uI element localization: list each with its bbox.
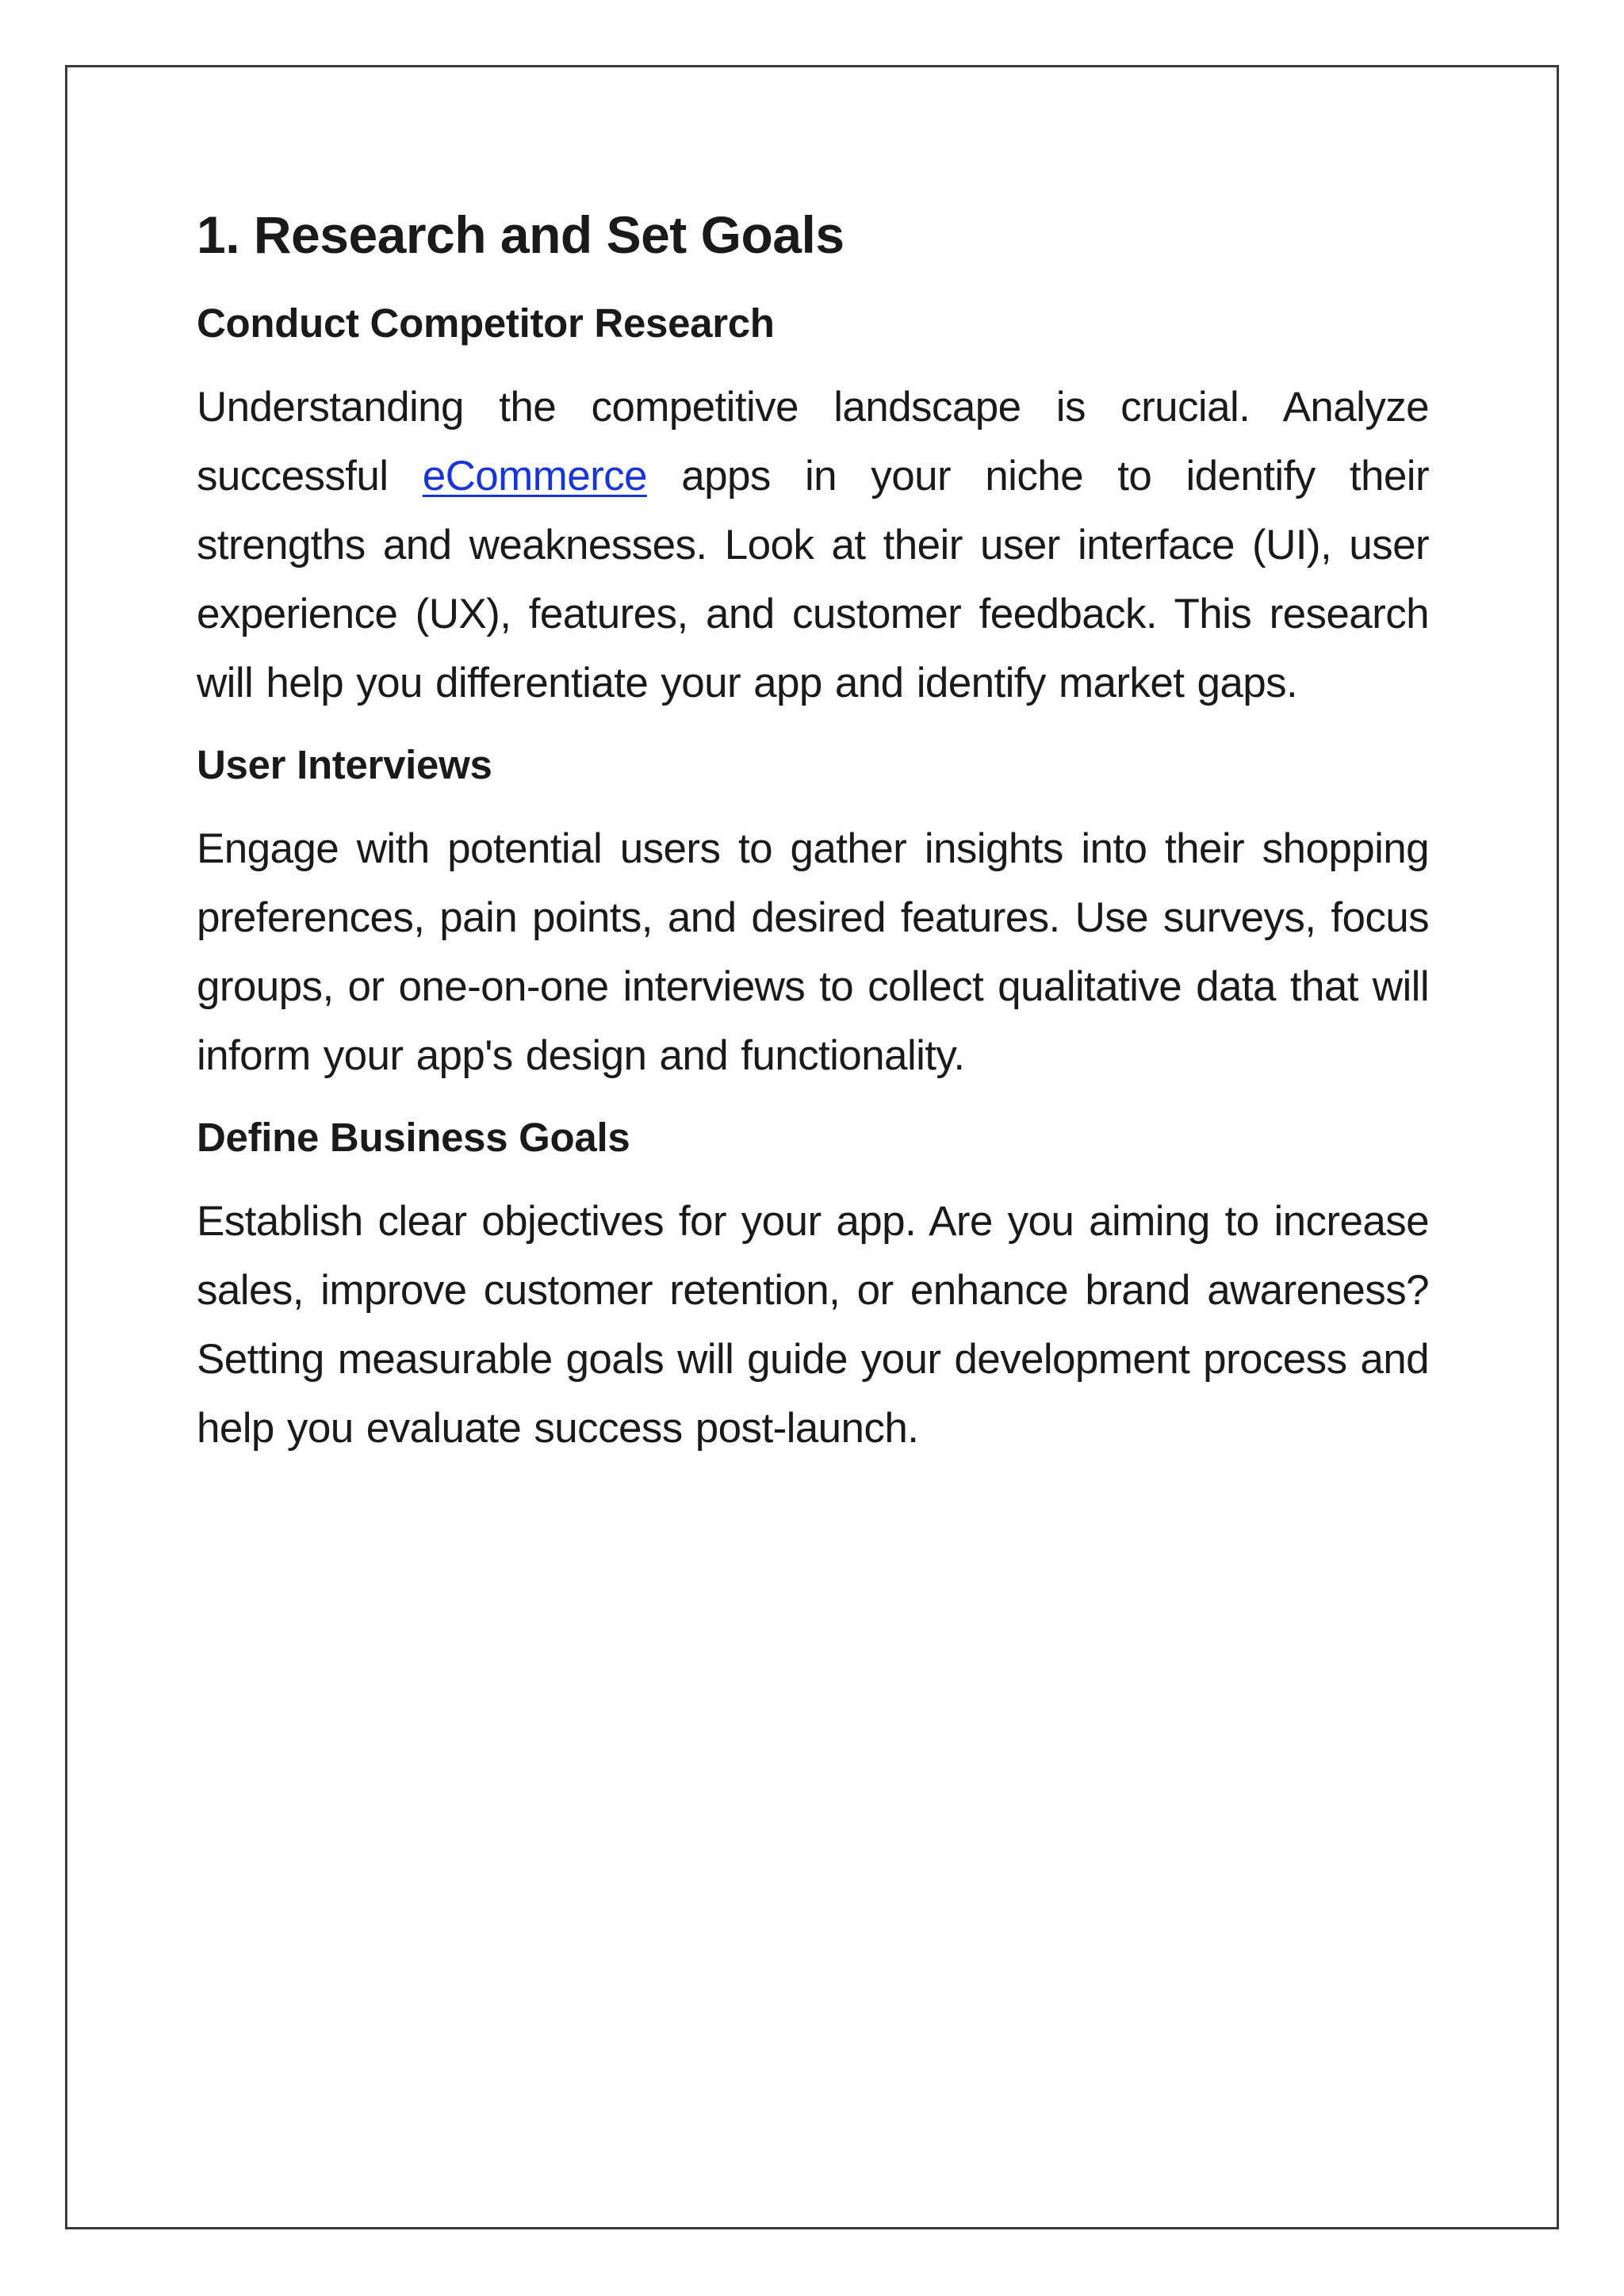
section-business-goals [197,1109,1429,1463]
section-heading: User Interviews [197,742,492,787]
section-heading: Define Business Goals [197,1115,630,1160]
paragraph-text: Understanding the competitive landscape is crucial. Analyze successful [197,384,1429,499]
paragraph-text: apps in your niche to identify their strengths and weaknesses. Look at their user interface (UI), user experience (UX), features, and customer feedback. This research will help you differentiate your app and identify market gaps. [197,453,1429,706]
section-heading: Conduct Competitor Research [197,300,775,346]
section-paragraph: Establish clear objectives for your app. Are you aiming to increase sales, improve customer retention, or enhance brand awareness? Setting measurable goals will guide your development process and help you evaluate success post-launch. [197,1198,1429,1452]
section-competitor-research [197,295,1429,718]
section-paragraph: Engage with potential users to gather insights into their shopping preferences, pain points, and desired features. Use surveys, focus groups, or one-on-one interviews to collect qualitative data that will inform your app's design and functionality. [197,825,1429,1079]
section-paragraph [197,373,1429,718]
document-content [197,197,1429,1463]
page-title: 1. Research and Set Goals [197,205,845,264]
ecommerce-link[interactable]: eCommerce [422,453,647,499]
section-user-interviews [197,737,1429,1090]
